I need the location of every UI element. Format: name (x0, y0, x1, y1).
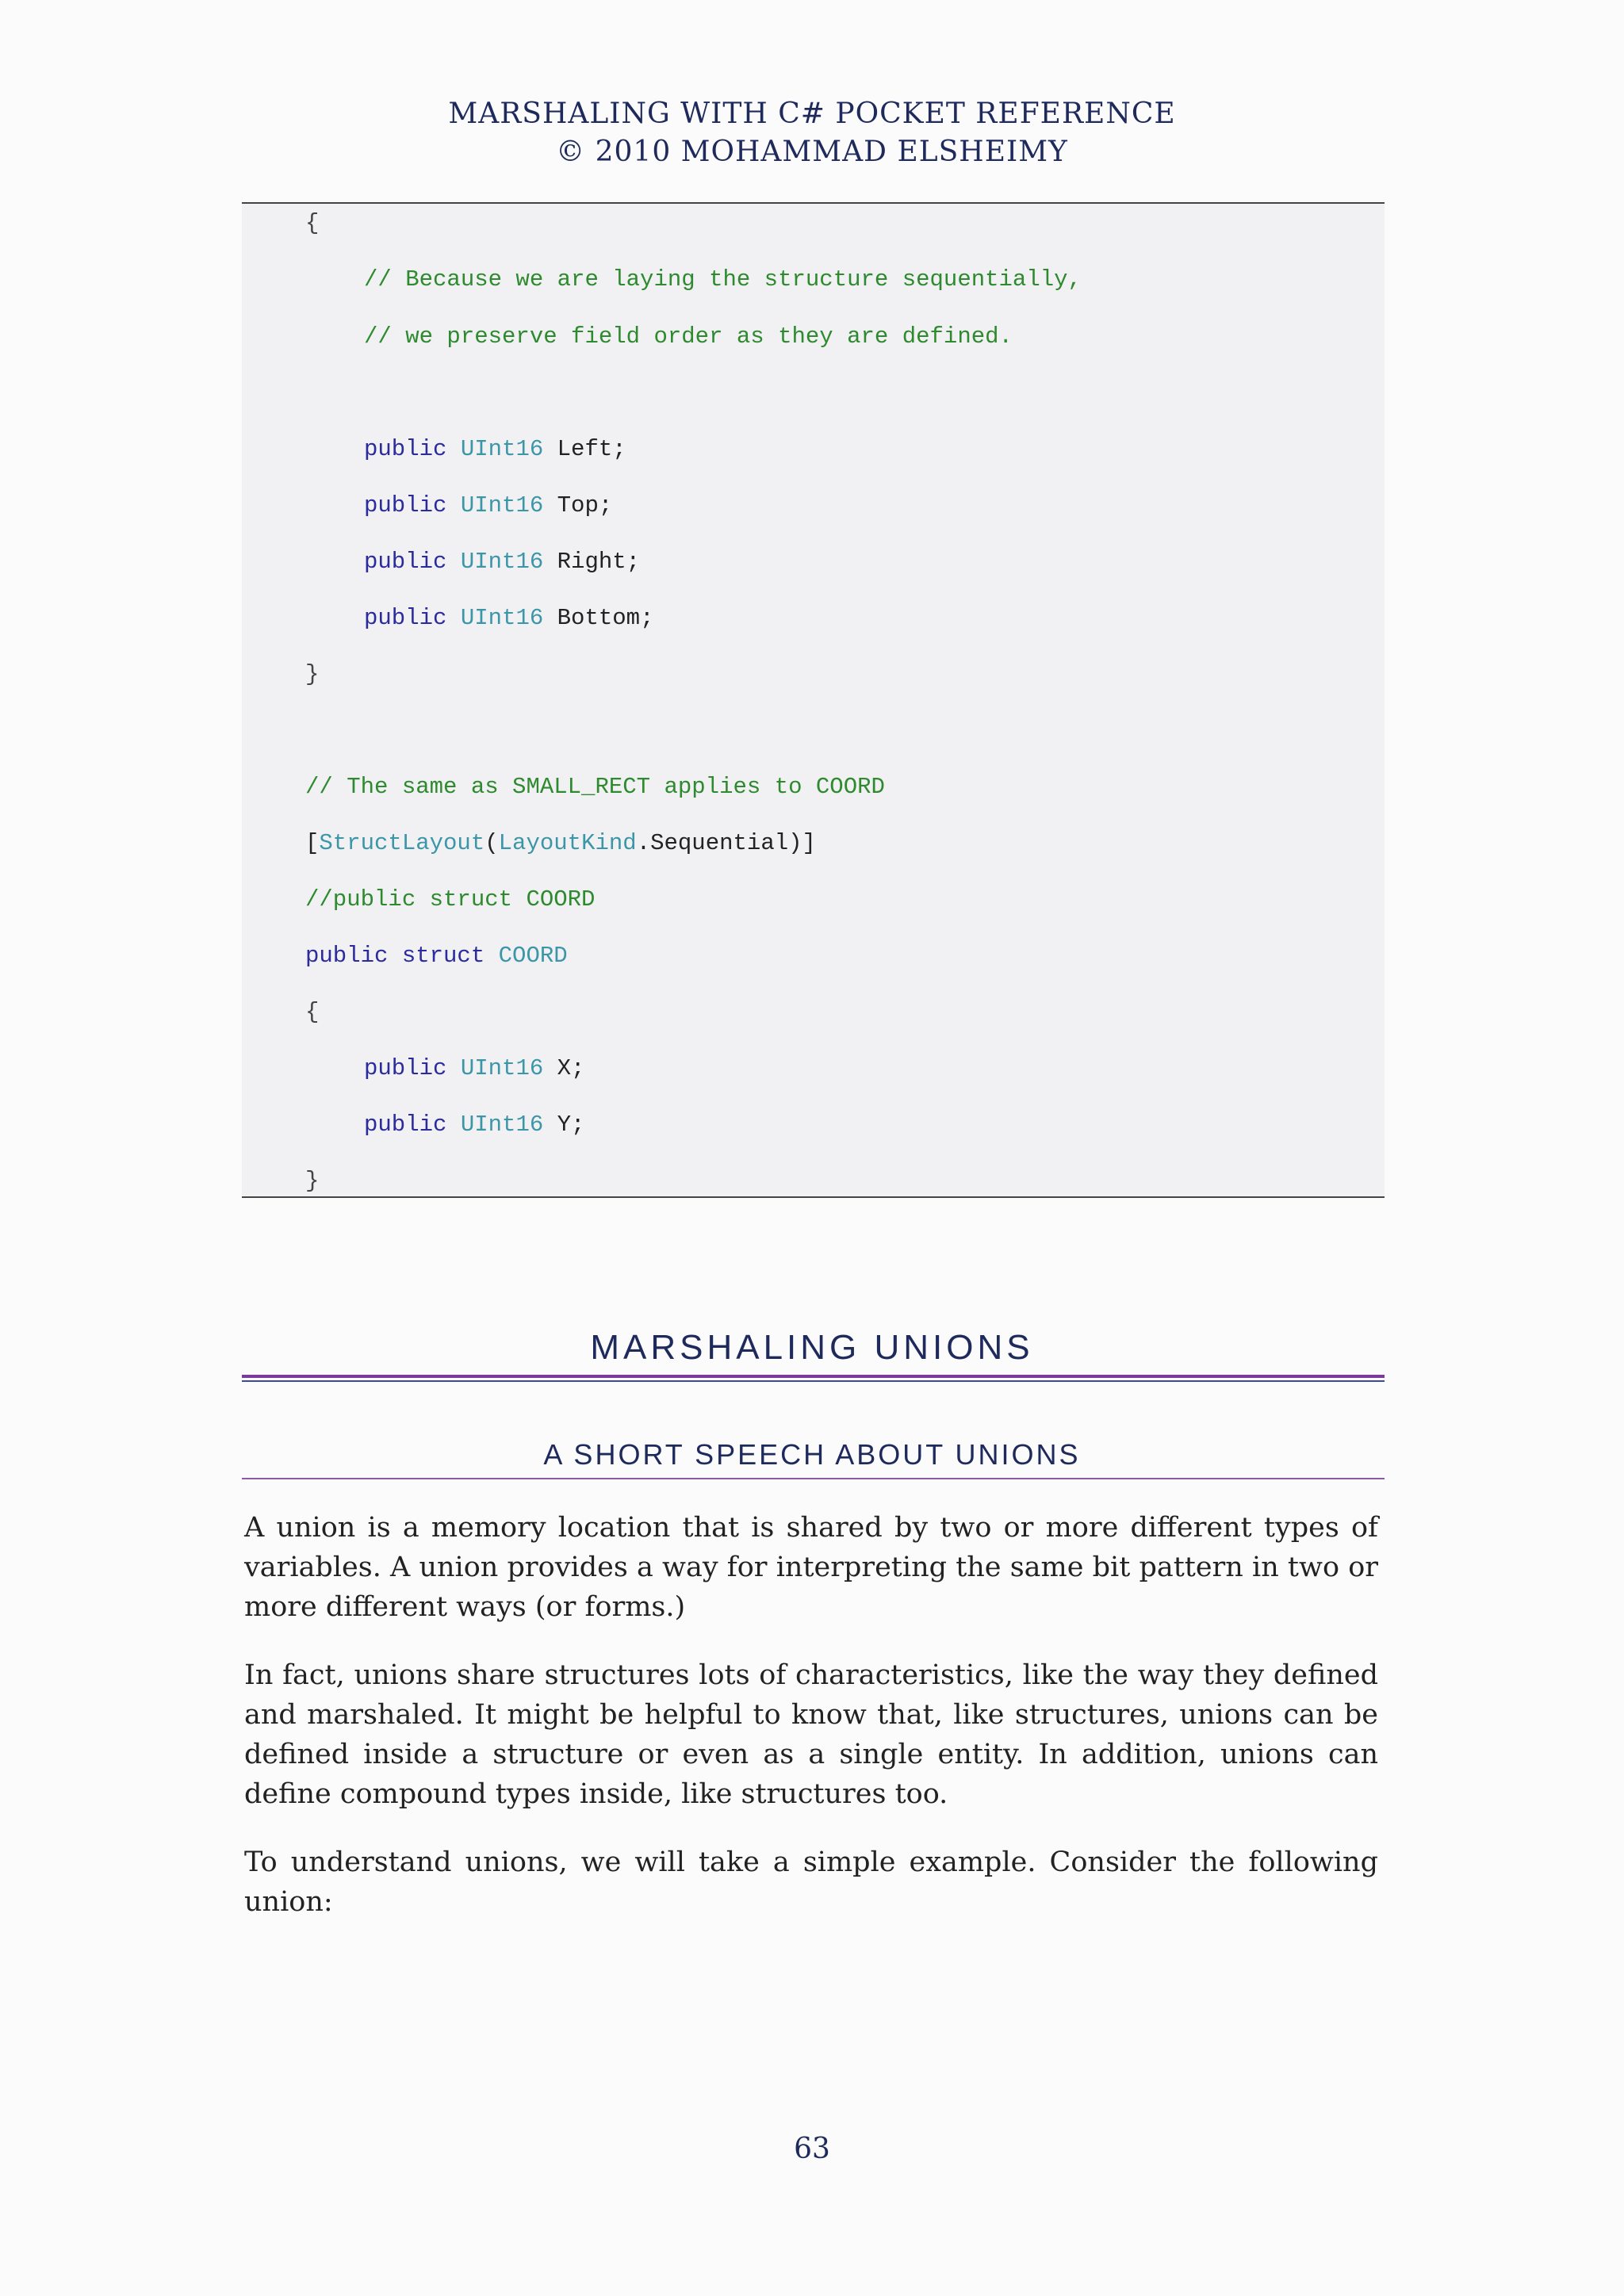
body-paragraph: In fact, unions share structures lots of characteristics, like the way they defined and marshaled. It might be helpful to know that, like structures, unions can be defined inside a structure or even as a single entity. In addition, unions can define compound types inside, like structures too. (244, 1659, 1378, 1810)
code-keyword: public (364, 605, 447, 631)
code-type: LayoutKind (498, 830, 637, 856)
code-type: UInt16 (460, 549, 544, 575)
body-paragraph: To understand unions, we will take a simple example. Consider the following union: (244, 1846, 1378, 1918)
code-keyword: public (364, 1112, 447, 1138)
code-comment: // The same as SMALL_RECT applies to COORD (305, 774, 885, 800)
code-line (305, 940, 568, 972)
code-type: UInt16 (460, 436, 544, 462)
header-copyright: © 2010 MOHAMMAD ELSHEIMY (556, 136, 1068, 168)
code-comment: // we preserve field order as they are defined. (364, 323, 1013, 350)
running-header (0, 95, 1624, 171)
code-type: StructLayout (319, 830, 485, 856)
code-identifier: .Sequential)] (636, 830, 816, 856)
code-type: UInt16 (460, 492, 544, 519)
code-block (242, 202, 1385, 1198)
subheading-rule (242, 1478, 1385, 1479)
page-number: 63 (794, 2133, 830, 2165)
code-type: COORD (498, 943, 568, 969)
section-heading: MARSHALING UNIONS (590, 1328, 1034, 1367)
code-line (364, 1109, 584, 1141)
code-comment: // Because we are laying the structure sequentially, (364, 266, 1082, 293)
code-line: { (305, 999, 320, 1025)
code-type: UInt16 (460, 605, 544, 631)
code-type: UInt16 (460, 1112, 544, 1138)
code-line: } (305, 1168, 320, 1194)
code-line: } (305, 661, 320, 687)
body-paragraph: A union is a memory location that is shared by two or more different types of variables. A union provides a way for interpreting the same bit pattern in two or more different ways (or forms.) (244, 1512, 1378, 1623)
code-identifier: X; (543, 1055, 585, 1081)
code-keyword: public (364, 492, 447, 519)
code-line (364, 434, 626, 465)
code-bracket: [ (305, 830, 320, 856)
code-keyword: struct (388, 943, 499, 969)
code-line (364, 490, 612, 522)
code-identifier: Y; (543, 1112, 585, 1138)
heading-rule (242, 1375, 1385, 1378)
code-keyword: public (364, 549, 447, 575)
code-identifier: Right; (543, 549, 641, 575)
code-keyword: public (364, 436, 447, 462)
heading-rule (242, 1380, 1385, 1382)
code-line (364, 603, 653, 634)
code-line (364, 1053, 584, 1085)
code-identifier: Bottom; (543, 605, 654, 631)
code-paren: ( (485, 830, 499, 856)
code-keyword: public (305, 943, 389, 969)
code-line: { (305, 210, 320, 236)
code-identifier: Top; (543, 492, 613, 519)
code-type: UInt16 (460, 1055, 544, 1081)
code-comment: //public struct COORD (305, 886, 596, 913)
header-book-title: MARSHALING WITH C# POCKET REFERENCE (448, 98, 1176, 130)
code-line (364, 546, 640, 578)
code-keyword: public (364, 1055, 447, 1081)
code-attribute-line (305, 828, 816, 859)
code-identifier: Left; (543, 436, 626, 462)
subsection-heading: A SHORT SPEECH ABOUT UNIONS (543, 1438, 1081, 1471)
